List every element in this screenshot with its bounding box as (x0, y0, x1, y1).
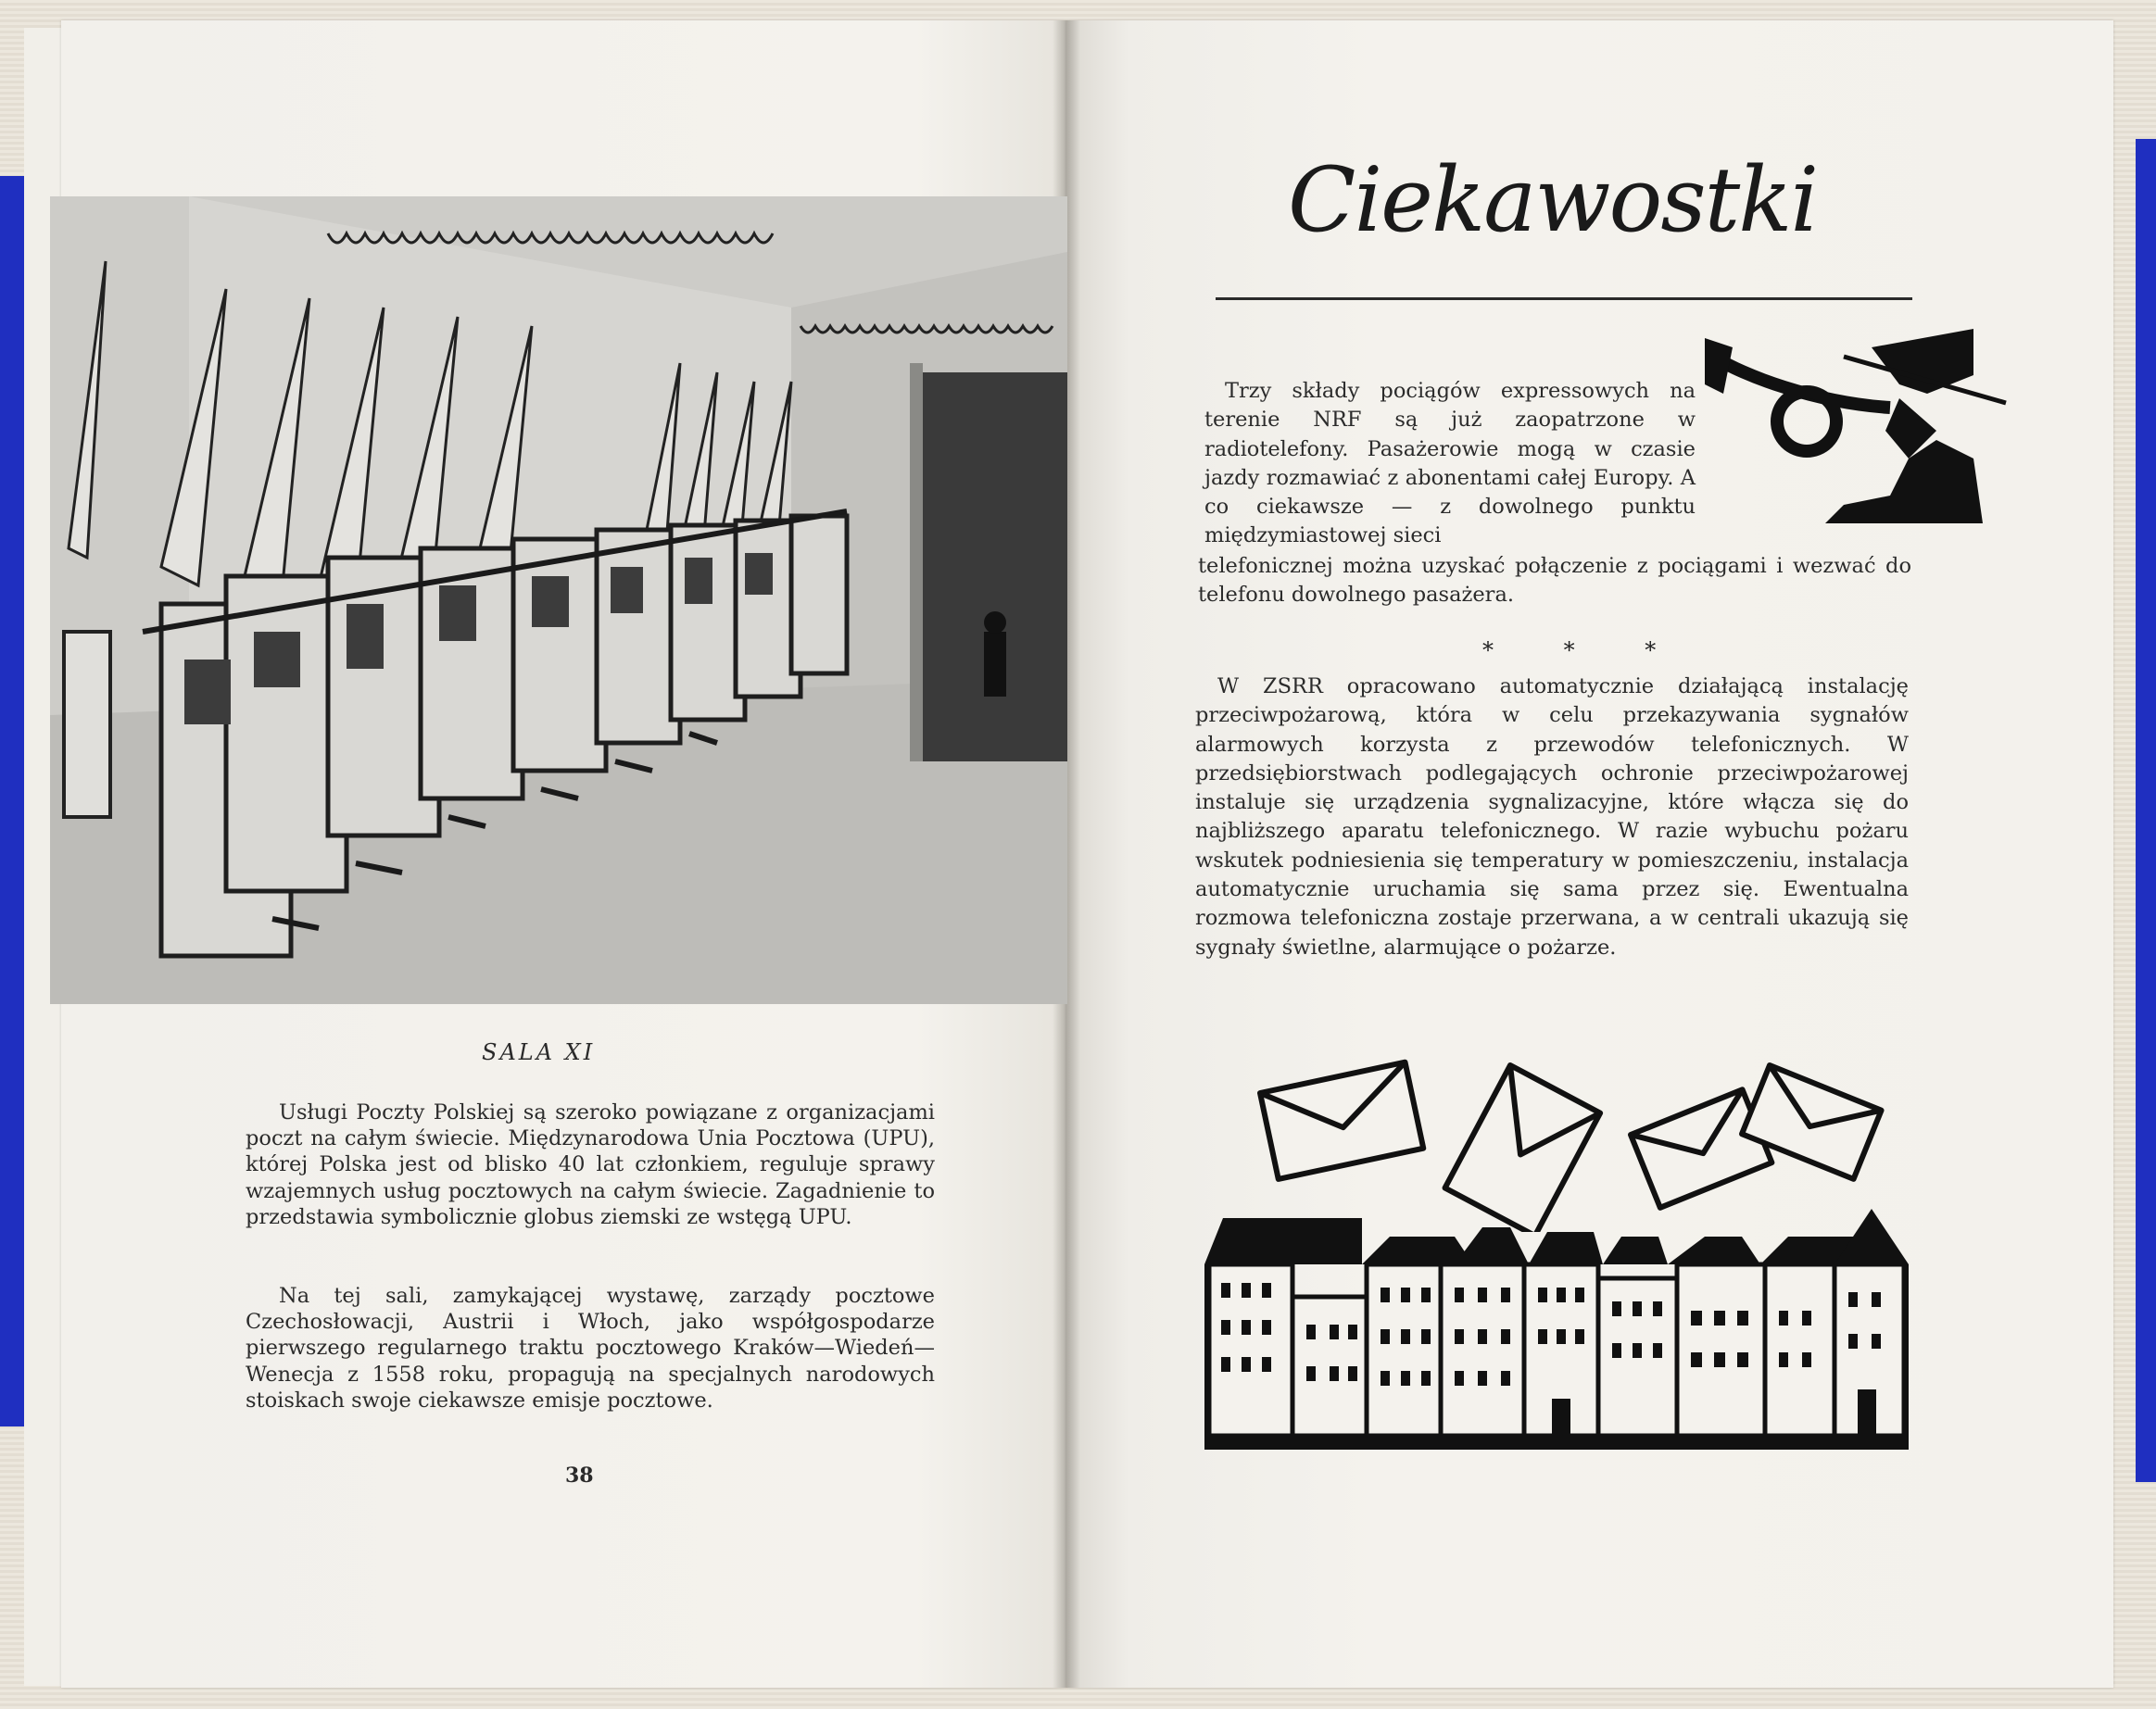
section-separator: * * * (1482, 637, 1688, 663)
post-horn-icon (1705, 320, 2011, 533)
right-paragraph-1: Trzy składy pociągów expressowych na terenie NRF są już zaopatrzone w radiotelefony. Pasażerowie mogą w czasie jazdy rozmawiać z abonentami całej Europy. A co ciekawsze — z dowolnego punktu międzymiastowej sieci (1204, 379, 1696, 548)
right-paragraph-1-continued: telefonicznej można uzyskać połączenie z pociągami i wezwać do telefonu dowolnego pasażera. (1198, 554, 1911, 608)
envelopes-illustration (1242, 1047, 1927, 1232)
chapter-title: Ciekawostki (1288, 148, 1818, 252)
right-paragraph-2: W ZSRR opracowano automatycznie działającą instalację przeciwpożarową, która w celu przekazywania sygnałów alarmowych korzysta z przewodów telefonicznych. W przedsiębiorstwach podlegających ochronie przeciwpożarowej instaluje się urządzenia sygnalizacyjne, które włącza się do najbliższego aparatu telefonicznego. W razie wybuchu pożaru wskutek podniesienia się temperatury w pomieszczeniu, instalacja automatycznie uruchamia się sama przez się. Ewentualna rozmowa telefoniczna zostaje przerwana, a w centrali ukazują się sygnały świetlne, alarmujące o pożarze. (1195, 674, 1909, 960)
left-paragraph-1: Usługi Poczty Polskiej są szeroko powiązane z organizacjami poczt na całym świecie. Międzynarodowa Unia Pocztowa (UPU), której Polska jest od blisko 40 lat członkiem, reguluje sprawy wzajemnych usług pocztowych na całym świecie. Zagadnienie to przedstawia symbolicznie globus ziemski ze wstęgą UPU. (246, 1100, 935, 1229)
illustration-caption: SALA XI (482, 1039, 596, 1065)
book-cover-right (2136, 139, 2156, 1482)
left-paragraph-2: Na tej sali, zamykającej wystawę, zarządy pocztowe Czechosłowacji, Austrii i Włoch, jako współgospodarze pierwszego regularnego traktu pocztowego Kraków—Wiedeń—Wenecja z 1558 roku, propagują na specjalnych narodowych stoiskach swoje ciekawsze emisje pocztowe. (246, 1284, 935, 1413)
townhouses-illustration (1204, 1209, 1909, 1450)
exhibition-hall-illustration (50, 196, 1067, 1004)
page-number: 38 (565, 1464, 594, 1488)
title-underline (1216, 297, 1912, 300)
